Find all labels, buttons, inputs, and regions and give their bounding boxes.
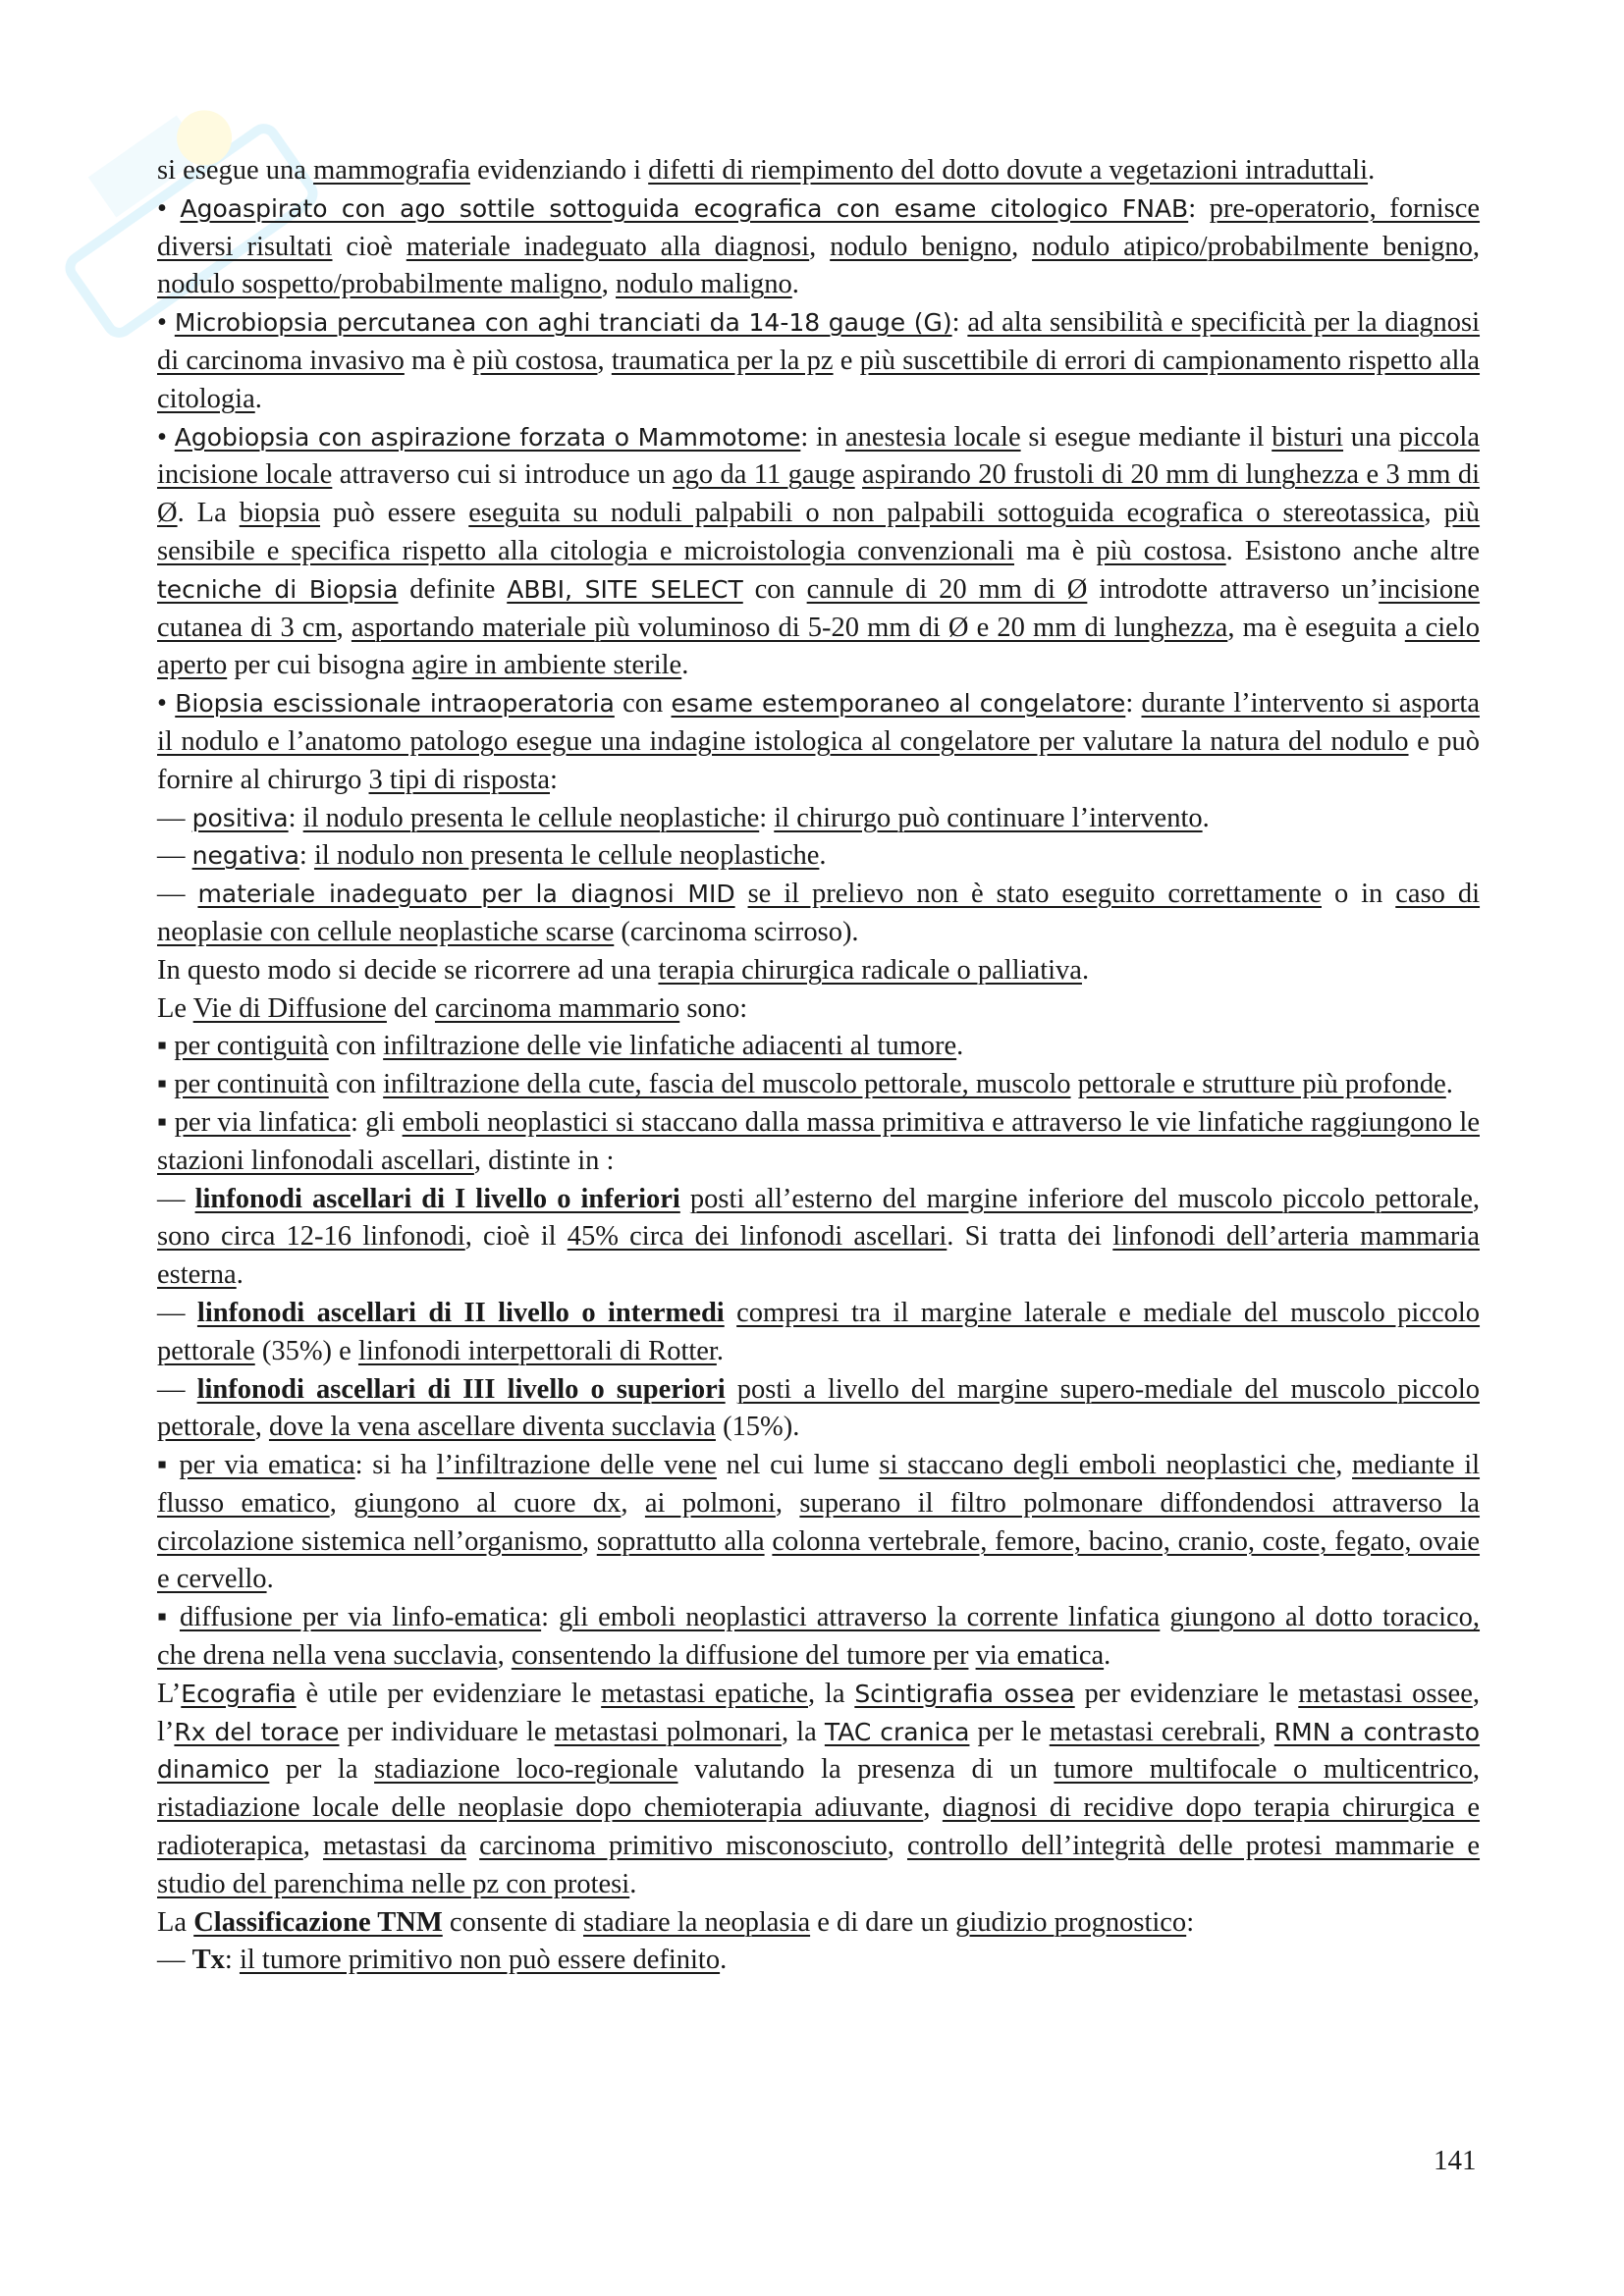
text-run: può essere <box>320 498 469 529</box>
text-run: diagnosi di recidive dopo terapia chirurgica e radioterapica <box>157 1792 1481 1862</box>
text-run: il nodulo non presenta le cellule neoplastiche <box>313 840 820 872</box>
text-run: . <box>791 269 799 300</box>
text-run: compresi tra il margine laterale e mediale del muscolo piccolo pettorale <box>157 1297 1481 1366</box>
text-run: biopsia <box>239 498 321 529</box>
text-run: , <box>302 1831 323 1862</box>
text-run: In questo modo si decide se ricorrere ad una <box>157 954 659 986</box>
text-run: . <box>266 1564 274 1595</box>
text-run: nel cui lume <box>716 1450 880 1481</box>
text-run: stadiazione loco-regionale <box>374 1754 678 1786</box>
text-run <box>1071 1069 1078 1099</box>
text-run: : <box>550 764 558 795</box>
text-run: : <box>288 802 303 833</box>
paragraph <box>157 876 1480 952</box>
text-run: ▪ <box>157 1602 180 1633</box>
text-run: l’infiltrazione delle vene <box>436 1450 717 1481</box>
text-run <box>725 1298 736 1328</box>
text-run: si esegue una <box>157 155 314 186</box>
text-run: , <box>1472 1183 1481 1214</box>
paragraph <box>157 1028 1480 1066</box>
text-run: — <box>157 1945 192 1976</box>
text-run: e può fornire al chirurgo <box>157 725 1480 795</box>
text-run <box>466 1831 479 1861</box>
text-run: via ematica <box>975 1640 1105 1672</box>
text-run <box>1160 1602 1169 1632</box>
paragraph <box>157 1904 1480 1943</box>
text-run: ago da 11 gauge <box>672 459 855 491</box>
paragraph <box>157 800 1480 838</box>
text-run: metastasi ossee <box>1298 1678 1473 1709</box>
text-run: consentendo la diffusione del tumore per <box>511 1640 969 1672</box>
text-run: : <box>224 1945 240 1976</box>
text-run: diffusione per via linfo-ematica <box>179 1602 542 1633</box>
text-run: TAC cranica <box>824 1717 970 1746</box>
text-run: , <box>329 1487 354 1519</box>
text-run: , cioè il <box>464 1221 568 1253</box>
text-run: ▪ <box>157 1106 175 1138</box>
text-run: nodulo benigno <box>830 231 1012 262</box>
text-run: linfonodi ascellari di II livello o intermedi <box>196 1297 725 1328</box>
text-run: materiale inadeguato alla diagnosi <box>406 231 810 262</box>
text-run: eseguita su noduli palpabili o non palpabili sottoguida ecografica o stereotassica <box>468 498 1425 529</box>
text-run: definite <box>398 573 508 605</box>
text-run: , <box>581 1525 597 1557</box>
page-number: 141 <box>1434 2145 1477 2176</box>
text-run: , la <box>807 1678 855 1709</box>
text-run: linfonodi ascellari di I livello o inferiori <box>194 1183 680 1214</box>
text-run: sono: <box>679 992 748 1024</box>
paragraph <box>157 1181 1480 1295</box>
text-run: attraverso cui si introduce un <box>332 459 673 491</box>
text-run: , <box>1424 498 1444 529</box>
paragraph <box>157 1599 1480 1676</box>
text-run: . <box>629 1868 637 1899</box>
text-run: ▪ <box>157 1069 175 1100</box>
text-run: si esegue mediante il <box>1020 421 1272 453</box>
text-run: , <box>809 231 831 262</box>
text-run: positiva <box>191 803 289 832</box>
paragraph <box>157 419 1480 686</box>
text-run: . <box>716 1335 724 1366</box>
text-run: agire in ambiente sterile <box>411 650 682 681</box>
text-run: e di dare un <box>810 1906 956 1938</box>
text-run: cannule di 20 mm di Ø <box>806 573 1088 605</box>
text-run: nodulo atipico/probabilmente benigno <box>1032 231 1473 262</box>
text-run: , l’ <box>157 1678 1480 1747</box>
text-run: più sensibile e specifica rispetto alla citologia e microistologia convenzionali <box>157 498 1481 566</box>
text-run: ma è <box>1013 535 1097 566</box>
text-run: Agobiopsia con aspirazione forzata o Mammotome <box>174 422 801 452</box>
text-run: materiale inadeguato per la diagnosi MID <box>197 880 735 909</box>
text-run: si staccano degli emboli neoplastici che <box>879 1450 1336 1481</box>
text-run <box>855 459 862 490</box>
text-run: , <box>1472 1754 1480 1786</box>
text-run: mammografia <box>313 155 470 186</box>
text-run: RMN a contrasto dinamico <box>157 1717 1481 1785</box>
text-run: : <box>1188 192 1210 224</box>
text-run: . La <box>177 498 240 529</box>
text-run: una <box>1343 421 1399 453</box>
text-run: , <box>1011 231 1033 262</box>
text-run: posti a livello del margine supero-mediale del muscolo piccolo pettorale <box>157 1373 1480 1443</box>
text-run: • <box>157 192 181 224</box>
text-run: stadiare la neoplasia <box>583 1906 811 1938</box>
text-run: Rx del torace <box>174 1717 340 1746</box>
text-run: metastasi epatiche <box>601 1678 808 1709</box>
text-run: Microbiopsia percutanea con aghi tranciati da 14-18 gauge (G) <box>174 308 952 338</box>
text-run: difetti di riempimento del dotto dovute a vegetazioni intraduttali <box>648 155 1369 186</box>
paragraph <box>157 304 1480 418</box>
text-run: il tumore primitivo non può essere definito <box>239 1945 721 1976</box>
text-run: — <box>157 879 198 910</box>
text-run: giudizio prognostico <box>955 1906 1187 1938</box>
text-run: linfonodi dell’arteria mammaria esterna <box>157 1221 1480 1291</box>
text-run: con <box>328 1031 384 1062</box>
paragraph <box>157 685 1480 799</box>
text-run: per contiguità <box>174 1031 329 1062</box>
text-run: — <box>157 840 192 872</box>
text-run: con <box>328 1069 384 1100</box>
text-run: il chirurgo può continuare l’intervento <box>774 802 1203 833</box>
text-run: mediante il flusso ematico <box>157 1450 1481 1519</box>
paragraph <box>157 952 1480 990</box>
text-run: ▪ <box>157 1031 175 1062</box>
text-run: incisione cutanea di 3 cm <box>157 573 1481 643</box>
text-run: valutando la presenza di un <box>677 1754 1055 1786</box>
text-run: carcinoma mammario <box>434 992 680 1024</box>
text-run: , <box>923 1792 943 1824</box>
document-body <box>157 152 1480 1980</box>
text-run: con <box>614 688 672 720</box>
text-run: il nodulo presenta le cellule neoplastiche <box>302 802 760 833</box>
text-run: pettorale e strutture più profonde <box>1077 1069 1446 1100</box>
text-run: per individuare le <box>339 1716 555 1747</box>
text-run: e <box>833 345 860 376</box>
text-run: • <box>157 421 175 453</box>
text-run: dove la vena ascellare diventa succlavia <box>268 1412 716 1443</box>
text-run: — <box>157 1297 197 1328</box>
text-run: anestesia locale <box>844 421 1021 453</box>
text-run: . <box>254 383 262 414</box>
text-run: per cui bisogna <box>227 650 412 681</box>
text-run: posti all’esterno del margine inferiore del muscolo piccolo pettorale <box>689 1183 1473 1214</box>
text-run: tumore multifocale o multicentrico <box>1054 1754 1473 1786</box>
text-run: negativa <box>191 841 299 871</box>
text-run: durante l’intervento si asporta il nodulo e l’anatomo patologo esegue una indagine istologica al congelatore per valutare la natura del nodulo <box>157 688 1480 757</box>
text-run: . <box>236 1259 244 1291</box>
text-run: più suscettibile di errori di campionamento rispetto alla citologia <box>157 345 1481 414</box>
text-run: piccola incisione locale <box>157 421 1480 491</box>
text-run: metastasi polmonari <box>554 1716 782 1747</box>
text-run: del <box>386 992 435 1024</box>
text-run: : in <box>800 421 845 453</box>
text-run: Biopsia escissionale intraoperatoria <box>175 689 615 719</box>
text-run: evidenziando i <box>469 155 649 186</box>
paragraph <box>157 1942 1480 1980</box>
text-run: : <box>759 802 775 833</box>
text-run: Tx <box>191 1945 225 1976</box>
text-run: . <box>819 840 827 872</box>
text-run: : si ha <box>354 1450 437 1481</box>
text-run: per evidenziare le <box>1074 1678 1299 1709</box>
text-run: è utile per evidenziare le <box>296 1678 602 1709</box>
text-run: o in <box>1322 879 1396 910</box>
text-run: Classificazione TNM <box>193 1906 443 1938</box>
text-run <box>735 879 748 909</box>
text-run: più costosa <box>471 345 598 376</box>
text-run: traumatica per la pz <box>611 345 834 376</box>
text-run: . <box>681 650 689 681</box>
text-run: soprattutto alla <box>596 1525 765 1557</box>
text-run: : <box>298 840 314 872</box>
text-run: tecniche di Biopsia <box>157 574 399 604</box>
text-run: sono circa 12-16 linfonodi <box>157 1221 465 1253</box>
text-run: 45% circa dei linfonodi ascellari <box>567 1221 947 1253</box>
text-run: terapia chirurgica radicale o palliativa <box>658 954 1082 986</box>
text-run: , ma è eseguita <box>1227 612 1405 643</box>
text-run: Agoaspirato con ago sottile sottoguida ecografica con esame citologico FNAB <box>180 193 1189 223</box>
text-run: giungono al cuore dx <box>353 1487 622 1519</box>
text-run: , <box>1259 1716 1274 1747</box>
text-run: • <box>157 688 176 720</box>
text-run: ai polmoni <box>644 1487 776 1519</box>
paragraph <box>157 1066 1480 1104</box>
text-run: : <box>951 307 968 339</box>
text-run: asportando materiale più voluminoso di 5-20 mm di Ø e 20 mm di lunghezza <box>351 612 1228 643</box>
text-run: 3 tipi di risposta <box>368 764 550 795</box>
text-run: infiltrazione delle vie linfatiche adiacenti al tumore <box>383 1031 957 1062</box>
text-run: — <box>157 1183 195 1214</box>
text-run: emboli neoplastici si staccano dalla massa primitiva e attraverso le vie linfatiche raggiungono le stazioni linfonodali ascellari <box>157 1106 1480 1176</box>
text-run: se il prelievo non è stato eseguito correttamente <box>747 879 1322 910</box>
text-run: : gli <box>350 1106 403 1138</box>
text-run: per via ematica <box>179 1450 355 1481</box>
text-run: . Esistono anche altre <box>1225 535 1480 566</box>
text-run: . <box>1445 1069 1453 1100</box>
text-run: controllo dell’integrità delle protesi mammarie e studio del parenchima nelle pz con protesi <box>157 1831 1481 1899</box>
text-run: (15%). <box>715 1412 800 1443</box>
text-run: Vie di Diffusione <box>192 992 387 1024</box>
text-run: (carcinoma scirroso). <box>614 916 859 947</box>
paragraph <box>157 1104 1480 1181</box>
text-run: , la <box>781 1716 825 1747</box>
text-run: per via linfatica <box>174 1106 351 1138</box>
text-run: Ecografia <box>181 1679 297 1708</box>
text-run: linfonodi interpettorali di Rotter <box>357 1335 717 1366</box>
text-run: nodulo maligno <box>616 269 792 300</box>
text-run: ABBI, SITE SELECT <box>507 574 743 604</box>
text-run: (35%) e <box>254 1335 358 1366</box>
text-run: ▪ <box>157 1450 180 1481</box>
text-run: superano il filtro polmonare diffondendosi attraverso la circolazione sistemica nell’organismo <box>157 1487 1481 1557</box>
text-run: carcinoma primitivo misconosciuto <box>479 1831 888 1862</box>
text-run: consente di <box>442 1906 584 1938</box>
text-run <box>726 1374 737 1405</box>
text-run: , <box>336 612 352 643</box>
text-run: per le <box>969 1716 1050 1747</box>
text-run: , <box>497 1640 512 1672</box>
text-run: . <box>956 1031 964 1062</box>
paragraph <box>157 152 1480 190</box>
paragraph <box>157 1447 1480 1599</box>
text-run <box>680 1184 690 1214</box>
text-run: giungono al dotto toracico, che drena nella vena succlavia <box>157 1602 1481 1672</box>
text-run: con <box>742 573 807 605</box>
text-run: per continuità <box>174 1069 329 1100</box>
paragraph <box>157 190 1480 304</box>
text-run <box>968 1640 975 1671</box>
text-run: — <box>157 802 192 833</box>
text-run: , <box>601 269 617 300</box>
text-run: , distinte in : <box>473 1145 615 1176</box>
text-run: colonna vertebrale, femore, bacino, cranio, coste, fegato, ovaie e cervello <box>157 1525 1481 1595</box>
text-run: , <box>1472 231 1481 262</box>
text-run: esame estemporaneo al congelatore <box>671 689 1126 719</box>
paragraph <box>157 1371 1480 1448</box>
text-run: aspirando 20 frustoli di 20 mm di lunghezza e 3 mm di Ø <box>157 459 1481 529</box>
text-run: , <box>254 1412 269 1443</box>
text-run: introdotte attraverso un’ <box>1087 573 1380 605</box>
text-run: più costosa <box>1096 535 1226 566</box>
text-run: , <box>775 1487 800 1519</box>
text-run: • <box>157 307 175 339</box>
paragraph <box>157 1295 1480 1371</box>
text-run: ristadiazione locale delle neoplasie dopo chemioterapia adiuvante <box>157 1792 924 1824</box>
text-run: nodulo sospetto/probabilmente maligno <box>157 269 602 300</box>
text-run: . <box>1202 802 1210 833</box>
text-run: , <box>887 1831 907 1862</box>
text-run: linfonodi ascellari di III livello o superiori <box>196 1373 726 1405</box>
text-run: per la <box>269 1754 375 1786</box>
text-run: , <box>621 1487 645 1519</box>
text-run: metastasi da <box>322 1831 467 1862</box>
text-run: . <box>720 1945 728 1976</box>
text-run: : <box>1125 688 1142 720</box>
text-run: , <box>1335 1450 1353 1481</box>
paragraph <box>157 1676 1480 1904</box>
paragraph <box>157 837 1480 876</box>
text-run: : <box>541 1602 560 1633</box>
text-run: : <box>1186 1906 1195 1938</box>
text-run: a cielo aperto <box>157 612 1480 681</box>
text-run: . Si tratta dei <box>947 1221 1113 1253</box>
text-run: L’ <box>157 1678 182 1709</box>
text-run: Le <box>157 992 193 1024</box>
text-run: . <box>1081 954 1090 986</box>
text-run: — <box>157 1373 197 1405</box>
text-run: cioè <box>332 231 406 262</box>
text-run: pre-operatorio, fornisce diversi risultati <box>157 192 1481 262</box>
text-run: Scintigrafia ossea <box>854 1679 1075 1708</box>
paragraph <box>157 990 1480 1029</box>
text-run: . <box>1368 155 1376 186</box>
text-run: ma è <box>404 345 472 376</box>
text-run: bisturi <box>1272 421 1344 453</box>
text-run: metastasi cerebrali <box>1049 1716 1260 1747</box>
text-run: . <box>1104 1640 1111 1672</box>
text-run: La <box>157 1906 194 1938</box>
text-run: , <box>597 345 612 376</box>
text-run: ad alta sensibilità e specificità per la diagnosi di carcinoma invasivo <box>157 307 1481 376</box>
text-run: infiltrazione della cute, fascia del muscolo pettorale, muscolo <box>383 1069 1071 1100</box>
text-run: gli emboli neoplastici attraverso la corrente linfatica <box>559 1602 1161 1633</box>
text-run: caso di neoplasie con cellule neoplastiche scarse <box>157 879 1481 947</box>
